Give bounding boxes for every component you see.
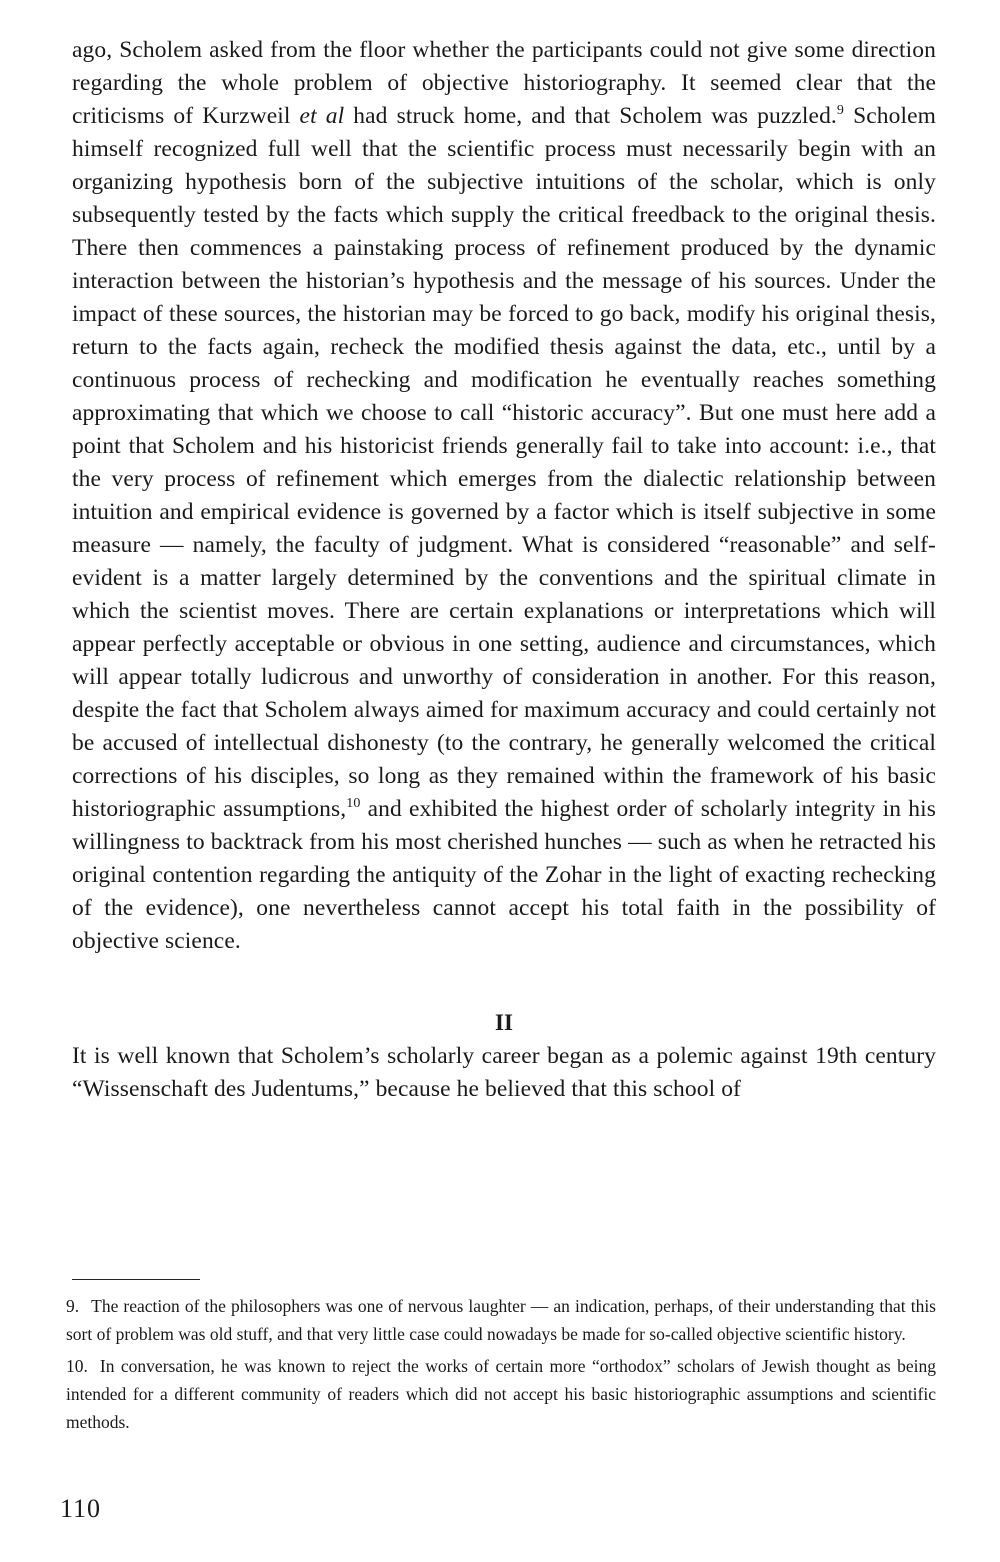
paragraph-1-part-4: and exhibited the highest order of scholarly integrity in his willingness to backtrack from his most cherished hunches — such as when he retracted his original contention regarding the antiquity of the Zohar in the light of exacting rechecking of the evidence), one nevertheless cannot accept his total faith in the possibility of objective science.	[72, 796, 936, 954]
footnote-text: The reaction of the philosophers was one of nervous laughter — an indication, perhaps, of their understanding that this sort of problem was old stuff, and that very little case could nowadays be made for so-called objective scientific history.	[66, 1296, 936, 1344]
paragraph-1-part-1: ago, Scholem asked from the floor whether the participants could not give some direction regarding the whole problem of objective historiography. It seemed clear that the criticisms of Kurzweil	[72, 37, 936, 129]
footnote-ref-9[interactable]: 9	[836, 103, 845, 119]
page-body	[72, 34, 936, 1106]
footnote-ref-10[interactable]: 10	[346, 796, 361, 812]
paragraph-1	[72, 34, 936, 958]
paragraph-1-italic: et al	[299, 103, 345, 129]
footnotes	[66, 1292, 936, 1440]
footnote-divider	[72, 1279, 200, 1280]
paragraph-1-part-2: had struck home, and that Scholem was puzzled.	[344, 103, 837, 129]
footnote-number: 10.	[66, 1356, 88, 1376]
footnote-9	[66, 1292, 936, 1348]
section-heading: II	[495, 1010, 513, 1035]
footnote-number: 9.	[66, 1296, 80, 1316]
paragraph-1-part-3: Scholem himself recognized full well that the scientific process must necessarily begin with an organizing hypothesis born of the subjective intuitions of the scholar, which is only subsequently tested by the facts which supply the critical freedback to the original thesis. There then commences a painstaking process of refinement produced by the dynamic interaction between the historian’s hypothesis and the message of his sources. Under the impact of these sources, the historian may be forced to go back, modify his original thesis, return to the facts again, recheck the modified thesis against the data, etc., until by a continuous process of rechecking and modification he eventually reaches something approximating that which we choose to call “historic accuracy”. But one must here add a point that Scholem and his historicist friends generally fail to take into account: i.e., that the very process of refinement which emerges from the dialectic relationship between intuition and empirical evidence is governed by a factor which is itself subjective in some measure — namely, the faculty of judgment. What is considered “reasonable” and self-evident is a matter largely determined by the conventions and the spiritual climate in which the scientist moves. There are certain explanations or interpretations which will appear perfectly acceptable or obvious in one setting, audience and circumstances, which will appear totally ludicrous and unworthy of consideration in another. For this reason, despite the fact that Scholem always aimed for maximum accuracy and could certainly not be accused of intellectual dishonesty (to the contrary, he generally welcomed the critical corrections of his disciples, so long as they remained within the framework of his basic historiographic assumptions,	[72, 103, 937, 822]
paragraph-2: It is well known that Scholem’s scholarly career began as a polemic against 19th century “Wissenschaft des Judentums,” because he believed that this school of	[72, 1043, 936, 1102]
footnote-text: In conversation, he was known to reject the works of certain more “orthodox” scholars of Jewish thought as being intended for a different community of readers which did not accept his basic historiographic assumptions and scientific methods.	[66, 1356, 936, 1432]
footnote-10	[66, 1352, 936, 1436]
page-number: 110	[60, 1494, 102, 1523]
